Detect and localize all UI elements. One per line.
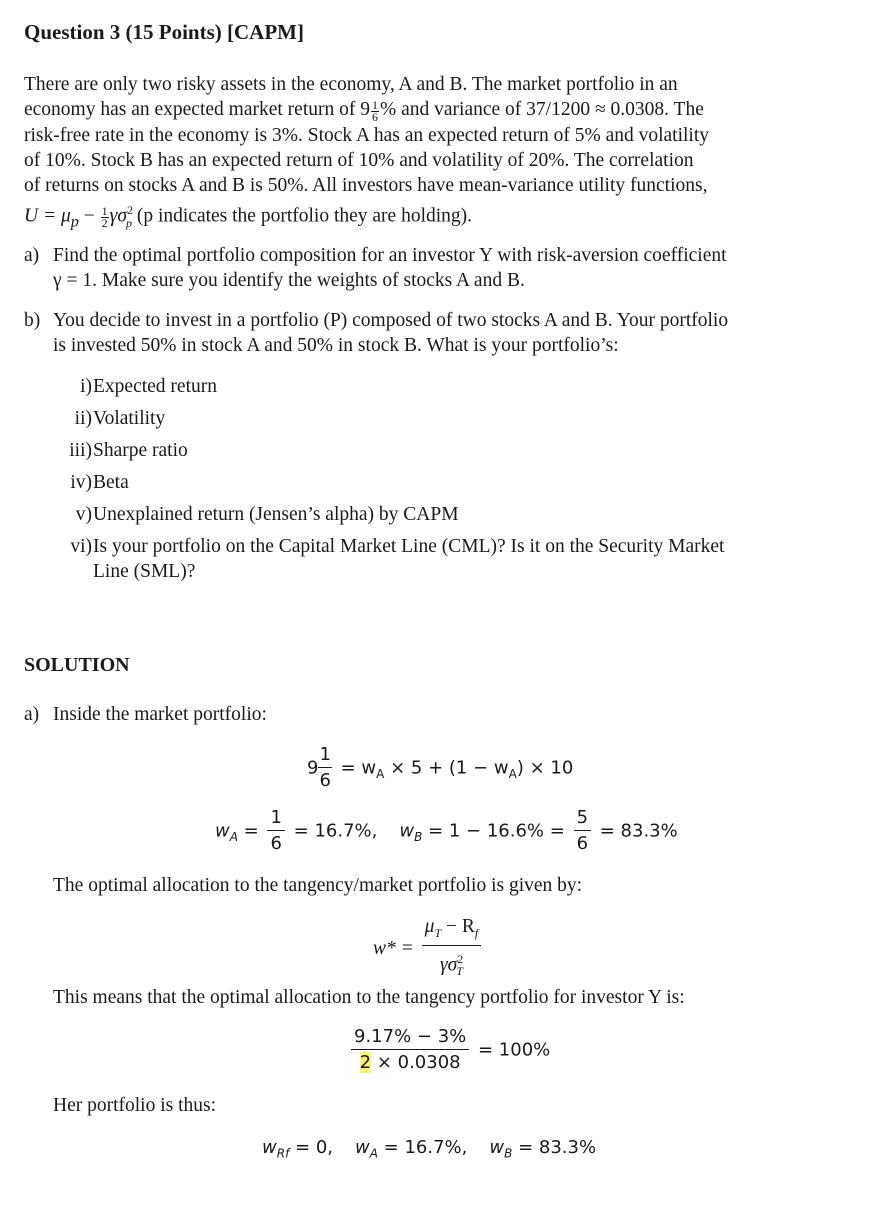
statement-line-2: economy has an expected market return of 9 $\frac{1}{6}$ % and variance of 37/1200 ≈ 0.0308. The <box>24 97 704 124</box>
part-a-text: Find the optimal portfolio composition for an investor Y with risk-aversion coefficient γ = 1. Make sure you identify the weights of stocks A and B. <box>53 245 727 291</box>
sub-item-marker: v) <box>75 504 92 525</box>
sub-item-marker: iii) <box>69 440 92 461</box>
highlighted-coefficient: 2 <box>359 1052 372 1073</box>
sub-item-marker: iv) <box>70 472 92 493</box>
equation-investor-allocation: $\frac{9.17\% - 3\%}{2 \times 0.0308}$ = 100% <box>348 1025 550 1076</box>
question-title: Question 3 (15 Points) [CAPM] <box>24 20 304 44</box>
portfolio-text: Her portfolio is thus: <box>53 1095 217 1116</box>
optimal-allocation-text: The optimal allocation to the tangency/market portfolio is given by: <box>53 875 583 896</box>
statement-line-5: of returns on stocks A and B is 50%. All investors have mean-variance utility functions, <box>24 175 708 196</box>
equation-optimal-weight: w* = $\frac{\mu_T - R_f}{\gamma\sigma^2_T}$ <box>373 915 484 984</box>
sub-item-marker: ii) <box>74 408 92 429</box>
sub-item-marker: vi) <box>70 536 92 557</box>
sub-item-text: Volatility <box>93 408 166 429</box>
equation-market-return: 9 $\frac{1}{6}$ = $w_A \times 5 + (1 - w_A) \times 10$ <box>307 744 574 791</box>
equation-weights: $w_A$ = $\frac{1}{6}$ = 16.7%, $w_B = 1 - 16.6\%$ = $\frac{5}{6}$ = 83.3% <box>215 807 678 854</box>
part-a-marker: a) <box>24 245 40 266</box>
sub-item-text: Unexplained return (Jensen’s alpha) by CAPM <box>93 504 459 525</box>
equation-final-portfolio: $w_{Rf} = 0$, $w_A = 16.7\%$, $w_B = 83.3\%$ <box>262 1137 597 1161</box>
solution-a-marker: a) <box>24 704 40 725</box>
solution-heading: SOLUTION <box>24 654 130 676</box>
part-b-text: You decide to invest in a portfolio (P) composed of two stocks A and B. Your portfolio is invested 50% in stock A and 50% in stock B. What is your portfolio’s: <box>53 310 729 356</box>
solution-a-intro: Inside the market portfolio: <box>53 704 267 725</box>
investor-allocation-text: This means that the optimal allocation to the tangency portfolio for investor Y is: <box>53 987 685 1008</box>
statement-line-4: of 10%. Stock B has an expected return of 10% and volatility of 20%. The correlation <box>24 149 694 171</box>
sub-item-marker: i) <box>80 376 92 397</box>
sub-item-text: Expected return <box>93 376 217 397</box>
problem-statement <box>24 72 832 236</box>
sub-item-text: Sharpe ratio <box>93 440 188 461</box>
sub-item-text: Is your portfolio on the Capital Market Line (CML)? Is it on the Security Market Line (SML)? <box>93 536 725 582</box>
statement-line-3: risk-free rate in the economy is 3%. Stock A has an expected return of 5% and volatility <box>24 124 710 146</box>
sub-item-text: Beta <box>93 472 129 493</box>
statement-line-1: There are only two risky assets in the economy, A and B. The market portfolio in an <box>24 74 678 95</box>
part-b-marker: b) <box>24 310 41 331</box>
statement-line-6: $U = \mu_p$ − $\frac{1}{2}$ $\gamma\sigma^2_p$ (p indicates the portfolio they are holding). <box>24 203 473 231</box>
